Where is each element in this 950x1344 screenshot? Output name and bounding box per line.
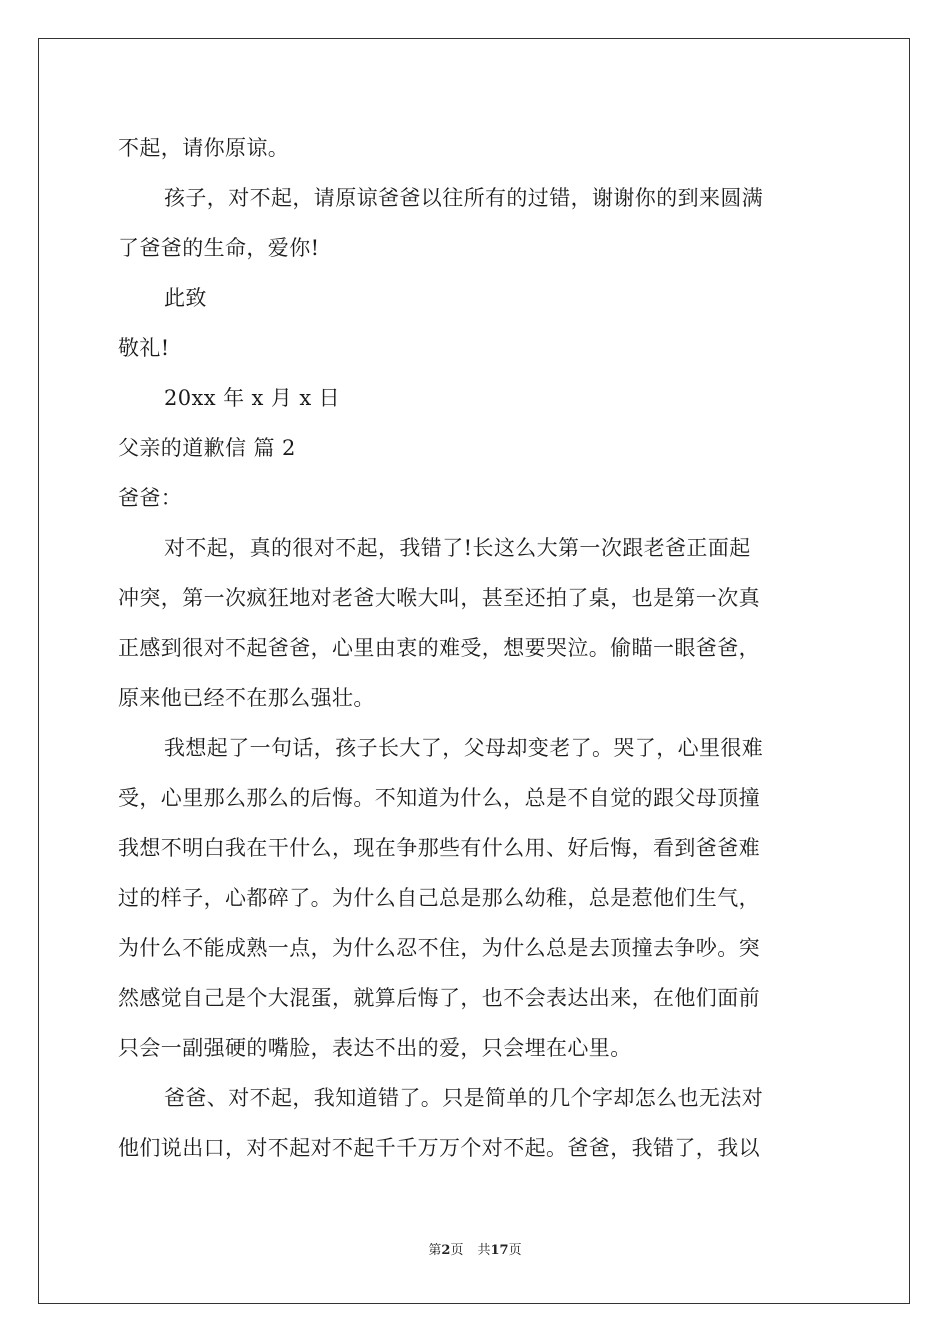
body-line-18: 然感觉自己是个大混蛋，就算后悔了，也不会表达出来，在他们面前 xyxy=(118,986,760,1010)
body-line-3: 了爸爸的生命，爱你! xyxy=(118,236,320,260)
page-number: 2 xyxy=(441,1243,451,1258)
section-title: 父亲的道歉信 篇 2 xyxy=(118,436,296,460)
closing-regards: 敬礼! xyxy=(118,336,170,360)
body-line-16: 过的样子，心都碎了。为什么自己总是那么幼稚，总是惹他们生气， xyxy=(118,886,760,910)
body-line-13: 我想起了一句话，孩子长大了，父母却变老了。哭了，心里很难 xyxy=(164,736,764,760)
body-line-9: 对不起，真的很对不起，我错了!长这么大第一次跟老爸正面起 xyxy=(164,536,751,560)
body-line-21: 他们说出口，对不起对不起千千万万个对不起。爸爸，我错了，我以 xyxy=(118,1136,760,1160)
body-line-2: 孩子，对不起，请原谅爸爸以往所有的过错，谢谢你的到来圆满 xyxy=(164,186,764,210)
body-line-15: 我想不明白我在干什么，现在争那些有什么用、好后悔，看到爸爸难 xyxy=(118,836,760,860)
total-suffix: 页 xyxy=(508,1243,522,1258)
body-line-19: 只会一副强硬的嘴脸，表达不出的爱，只会埋在心里。 xyxy=(118,1036,632,1060)
total-pages: 17 xyxy=(490,1243,509,1258)
body-line-1: 不起，请你原谅。 xyxy=(118,136,290,160)
total-prefix: 共 xyxy=(477,1243,491,1258)
body-line-20: 爸爸、对不起，我知道错了。只是简单的几个字却怎么也无法对 xyxy=(164,1086,764,1110)
letter-date: 20xx 年 x 月 x 日 xyxy=(164,386,341,410)
body-line-10: 冲突，第一次疯狂地对老爸大喉大叫，甚至还拍了桌，也是第一次真 xyxy=(118,586,760,610)
body-line-14: 受，心里那么那么的后悔。不知道为什么，总是不自觉的跟父母顶撞 xyxy=(118,786,760,810)
letter-greeting: 爸爸： xyxy=(118,486,183,510)
body-line-17: 为什么不能成熟一点，为什么忍不住，为什么总是去顶撞去争吵。突 xyxy=(118,936,760,960)
body-line-11: 正感到很对不起爸爸，心里由衷的难受，想要哭泣。偷瞄一眼爸爸， xyxy=(118,636,760,660)
page-border xyxy=(38,38,910,1304)
page-footer xyxy=(0,1242,950,1260)
page-suffix: 页 xyxy=(450,1243,464,1258)
body-line-12: 原来他已经不在那么强壮。 xyxy=(118,686,375,710)
page-prefix: 第 xyxy=(428,1243,442,1258)
closing-salutation: 此致 xyxy=(164,286,207,310)
